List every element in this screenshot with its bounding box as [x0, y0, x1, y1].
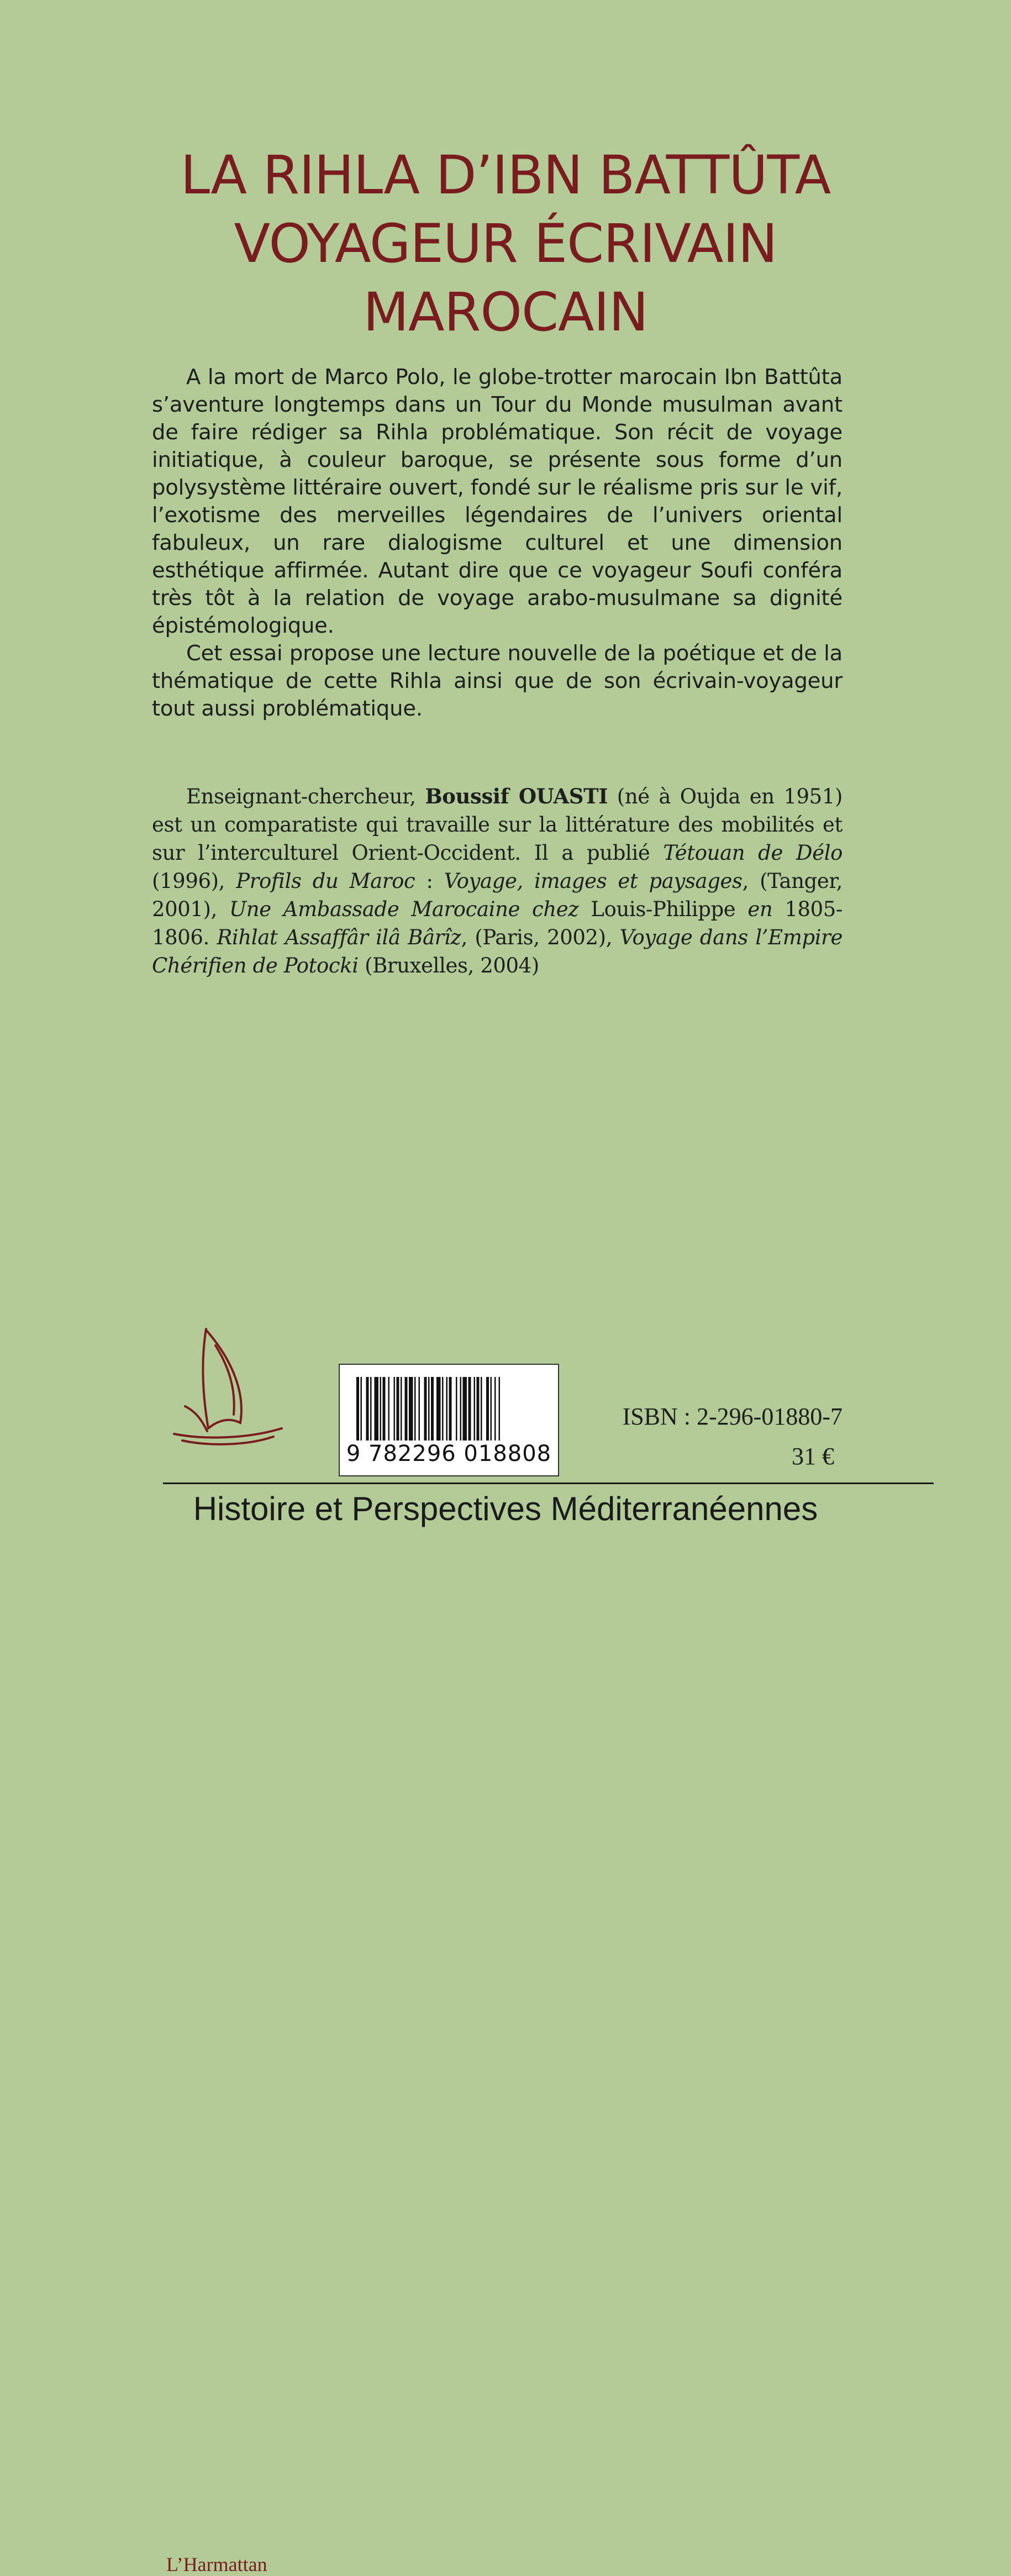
- title-line-3: MAROCAIN: [363, 281, 648, 343]
- barcode-bar: [366, 1377, 369, 1441]
- barcode-bar: [442, 1377, 444, 1441]
- barcode-digits: 9 782296 018808: [346, 1441, 552, 1466]
- work-title: Voyage dans l’Empire Chérifien de Potocki: [152, 926, 842, 977]
- barcode-bar: [424, 1377, 427, 1441]
- barcode: [339, 1364, 559, 1476]
- isbn: ISBN : 2-296-01880-7: [622, 1403, 842, 1430]
- summary-paragraph-1: A la mort de Marco Polo, le globe-trotter marocain Ibn Battûta s’aventure longtemps dans un Tour du Monde musulman avant de faire rédiger sa Rihla problématique. Son récit de voyage initiatique, à couleur baroque, se présente sous forme d’un polysystème littéraire ouvert, fondé sur le réalisme pris sur le vif, l’exotisme des merveilles légendaires de l’univers oriental fabuleux, un rare dialogisme culturel et une dimension esthétique affirmée. Autant dire que ce voyageur Soufi conféra très tôt à la relation de voyage arabo-musulmane sa dignité épistémologique.: [152, 365, 842, 638]
- barcode-bar: [446, 1377, 448, 1441]
- series-name: Histoire et Perspectives Méditerranéennes: [193, 1490, 818, 1527]
- barcode-bar: [370, 1377, 372, 1441]
- barcode-bar: [491, 1377, 492, 1441]
- author-name: Boussif OUASTI: [425, 784, 608, 808]
- title-line-1: LA RIHLA D’IBN BATTÛTA: [180, 144, 831, 206]
- barcode-bar: [383, 1377, 386, 1441]
- work-title: en: [747, 897, 773, 921]
- barcode-bar: [499, 1377, 501, 1441]
- barcode-bar: [436, 1377, 441, 1441]
- bio-text: (Bruxelles, 2004): [358, 954, 539, 977]
- sailboat-logo-icon: [163, 1323, 301, 1450]
- barcode-bar: [375, 1377, 379, 1441]
- barcode-bar: [380, 1377, 382, 1441]
- barcode-bar: [401, 1377, 402, 1441]
- bio-text: , (Tanger, 2001),: [152, 869, 843, 921]
- bio-text: 1805-1806.: [152, 897, 842, 949]
- barcode-bar: [419, 1377, 420, 1441]
- title-line-2: VOYAGEUR ÉCRIVAIN: [234, 213, 777, 275]
- barcode-bar: [481, 1377, 482, 1441]
- barcode-bar: [428, 1377, 430, 1441]
- barcode-bar: [449, 1377, 452, 1441]
- book-summary: [152, 364, 842, 723]
- barcode-bar: [494, 1377, 496, 1441]
- bio-text: :: [415, 869, 444, 893]
- work-title: Voyage, images et paysages: [444, 869, 743, 893]
- barcode-bar: [431, 1377, 434, 1441]
- bio-text: Enseignant-chercheur,: [186, 785, 425, 808]
- price: 31 €: [792, 1443, 834, 1470]
- author-bio: [152, 782, 842, 980]
- divider: [163, 1482, 934, 1484]
- barcode-bar: [405, 1377, 408, 1441]
- barcode-bar: [468, 1377, 471, 1441]
- book-title: [66, 141, 945, 346]
- barcode-bar: [463, 1377, 467, 1441]
- barcode-bar: [414, 1377, 416, 1441]
- barcode-bar: [394, 1377, 396, 1441]
- barcode-bar: [356, 1377, 359, 1441]
- barcode-bars: [356, 1377, 541, 1441]
- barcode-bar: [397, 1377, 399, 1441]
- work-title: Profils du Maroc: [236, 869, 415, 893]
- work-title: Tétouan de Délo: [663, 841, 843, 865]
- barcode-bar: [477, 1377, 480, 1441]
- publisher-name: L’Harmattan: [166, 2553, 267, 2575]
- publisher-logo: [163, 1323, 301, 2575]
- bio-text: (1996),: [152, 869, 236, 893]
- bio-text: , (Paris, 2002),: [461, 926, 620, 949]
- barcode-bar: [361, 1377, 362, 1441]
- work-title: Rihlat Assaffâr ilâ Bârîz: [217, 926, 461, 949]
- barcode-bar: [388, 1377, 390, 1441]
- barcode-bar: [456, 1377, 457, 1441]
- barcode-bar: [486, 1377, 489, 1441]
- summary-paragraph-2: Cet essai propose une lecture nouvelle de la poétique et de la thématique de cette Rihla ainsi que de son écrivain-voyageur tout aussi problématique.: [152, 641, 842, 721]
- work-title: Une Ambassade Marocaine chez: [229, 897, 579, 921]
- bio-text: (né à Oujda en 1951) est un comparatiste qui travaille sur la littérature des mobilités et sur l’interculturel Orient-Occident. Il a publié: [152, 785, 842, 865]
- barcode-bar: [474, 1377, 476, 1441]
- barcode-bar: [460, 1377, 462, 1441]
- barcode-bar: [409, 1377, 413, 1441]
- bio-text: Louis-Philippe: [578, 897, 748, 921]
